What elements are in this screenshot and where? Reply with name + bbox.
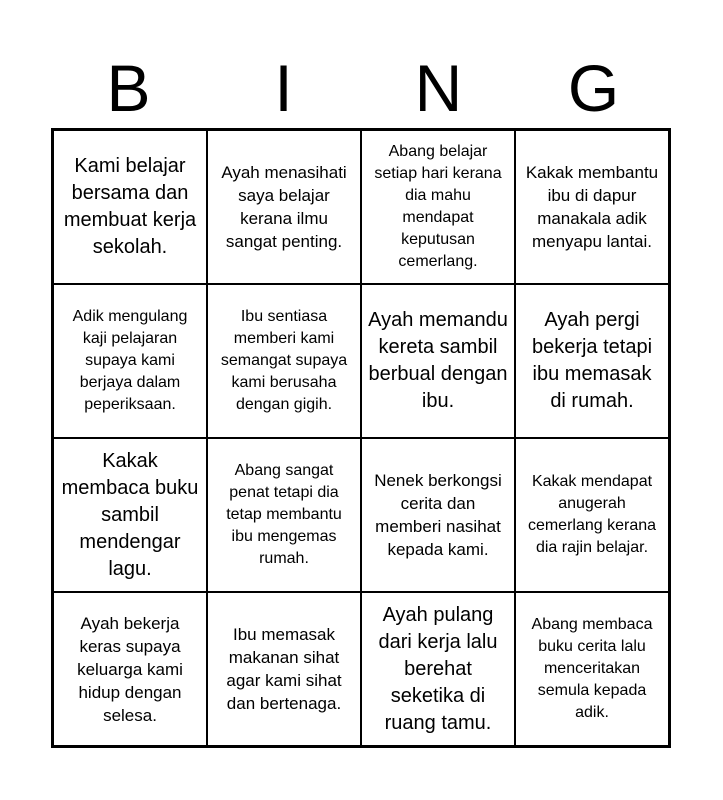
cell-text: Ayah bekerja keras supaya keluarga kami hidup dengan selesa. xyxy=(77,613,183,725)
bingo-cell-r1c2[interactable] xyxy=(207,130,361,284)
cell-text: Kakak membaca buku sambil mendengar lagu. xyxy=(61,449,199,580)
bingo-cell-r4c3[interactable] xyxy=(361,592,515,746)
bingo-cell-r3c3[interactable] xyxy=(361,438,515,592)
bingo-cell-r2c4[interactable] xyxy=(515,284,669,438)
header-letter-g: G xyxy=(567,51,620,125)
bingo-cell-r2c3[interactable] xyxy=(361,284,515,438)
bingo-header xyxy=(51,48,671,128)
cell-text: Abang belajar setiap hari kerana dia mahu mendapat keputusan cemerlang. xyxy=(374,143,502,270)
header-letter-b: B xyxy=(106,51,151,125)
bingo-cell-r4c2[interactable] xyxy=(207,592,361,746)
cell-text: Ibu memasak makanan sihat agar kami sihat dan bertenaga. xyxy=(226,625,342,713)
bingo-cell-r4c1[interactable] xyxy=(53,592,207,746)
bingo-cell-r1c3[interactable] xyxy=(361,130,515,284)
cell-text: Kakak mendapat anugerah cemerlang kerana dia rajin belajar. xyxy=(527,473,657,556)
bingo-cell-r3c1[interactable] xyxy=(53,438,207,592)
cell-text: Ayah pulang dari kerja lalu berehat seketika di ruang tamu. xyxy=(378,603,498,734)
cell-text: Abang sangat penat tetapi dia tetap membantu ibu mengemas rumah. xyxy=(226,462,342,567)
bingo-cell-r2c2[interactable] xyxy=(207,284,361,438)
cell-text: Ayah pergi bekerja tetapi ibu memasak di rumah. xyxy=(531,309,653,412)
cell-text: Kakak membantu ibu di dapur manakala adik menyapu lantai. xyxy=(525,163,659,251)
bingo-cell-r3c2[interactable] xyxy=(207,438,361,592)
cell-text: Abang membaca buku cerita lalu menceritakan semula kepada adik. xyxy=(531,616,653,721)
cell-text: Ayah menasihati saya belajar kerana ilmu sangat penting. xyxy=(221,163,347,251)
cell-text: Kami belajar bersama dan membuat kerja sekolah. xyxy=(63,155,197,258)
header-letter-i: I xyxy=(274,51,293,125)
bingo-cell-r1c4[interactable] xyxy=(515,130,669,284)
header-letter-n: N xyxy=(414,51,463,125)
bingo-cell-r2c1[interactable] xyxy=(53,284,207,438)
bingo-board xyxy=(51,128,671,748)
cell-text: Nenek berkongsi cerita dan memberi nasihat kepada kami. xyxy=(374,471,502,559)
bingo-cell-r1c1[interactable] xyxy=(53,130,207,284)
cell-text: Ayah memandu kereta sambil berbual dengan ibu. xyxy=(368,309,508,412)
cell-text: Ibu sentiasa memberi kami semangat supaya kami berusaha dengan gigih. xyxy=(220,308,348,413)
cell-text: Adik mengulang kaji pelajaran supaya kami berjaya dalam peperiksaan. xyxy=(72,308,188,413)
bingo-cell-r4c4[interactable] xyxy=(515,592,669,746)
bingo-cell-r3c4[interactable] xyxy=(515,438,669,592)
